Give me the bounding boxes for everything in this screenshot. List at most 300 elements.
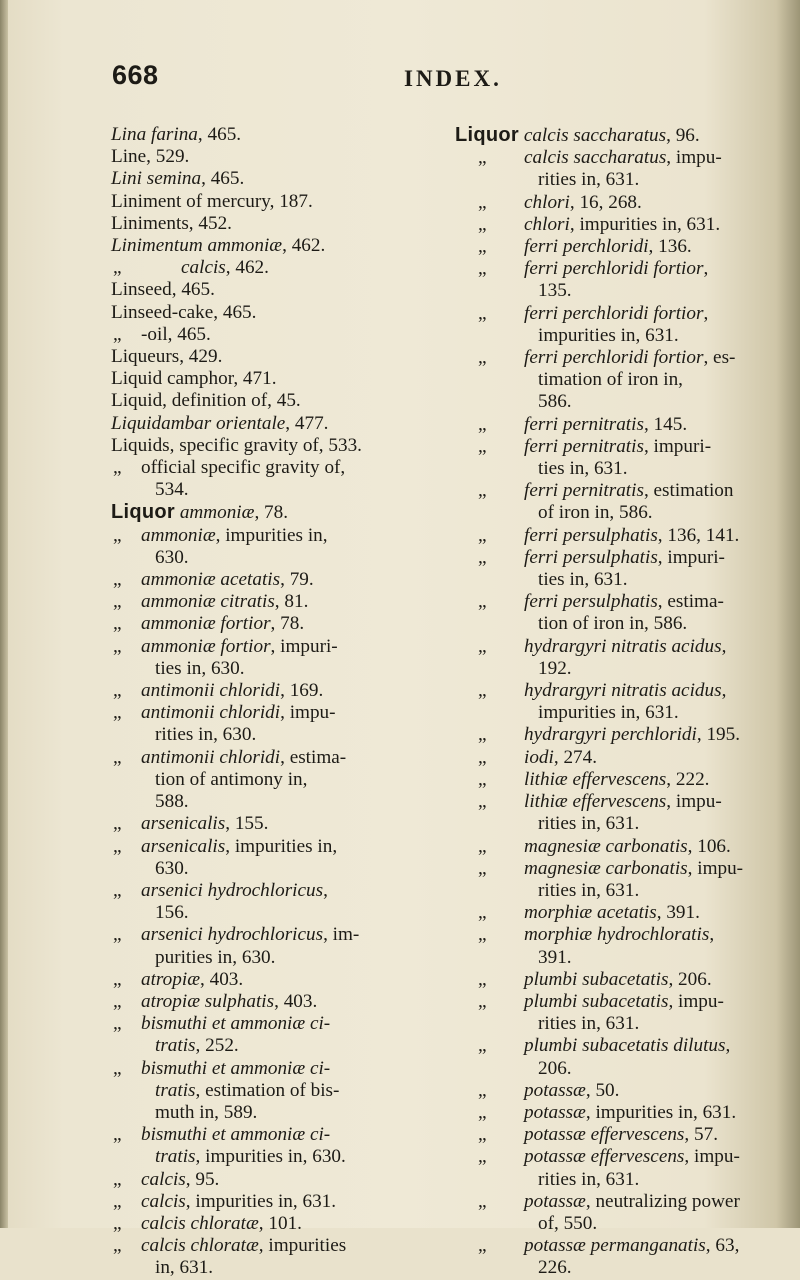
- entry-text: , impurities in,: [215, 524, 328, 546]
- ditto-mark: „: [113, 635, 122, 657]
- entry-line: [524, 1235, 791, 1257]
- entry-continuation: [524, 325, 791, 347]
- entry-line: [524, 1124, 791, 1146]
- latin-term: potassæ: [524, 1190, 586, 1212]
- entry-text: , 136, 141.: [657, 524, 740, 546]
- entry-text: 586.: [538, 391, 572, 413]
- latin-term: atropiæ sulphatis: [141, 990, 275, 1012]
- latin-term: Lini semina: [111, 168, 202, 190]
- index-entry: [111, 368, 431, 390]
- entry-text: , 78.: [270, 613, 305, 635]
- entry-line: [111, 279, 431, 301]
- ditto-mark: „: [478, 258, 487, 280]
- index-entry: [111, 390, 431, 412]
- entry-text: rities in, 631.: [538, 1013, 640, 1035]
- entry-line: [141, 636, 431, 658]
- index-entry: [111, 213, 431, 235]
- entry-continuation: [141, 1035, 431, 1057]
- entry-text: ties in, 631.: [538, 569, 628, 591]
- index-entry: [111, 435, 431, 457]
- latin-term: ferri pernitratis: [524, 480, 644, 502]
- ditto-mark: „: [113, 257, 122, 279]
- ditto-mark: „: [113, 591, 122, 613]
- ditto-mark: „: [478, 213, 487, 235]
- entry-line: [111, 435, 431, 457]
- entry-text: ,: [721, 635, 727, 657]
- index-entry: [455, 747, 791, 769]
- entry-line: [524, 1080, 791, 1102]
- entry-continuation: [524, 813, 791, 835]
- index-entry: [111, 569, 431, 591]
- entry-line: [524, 724, 791, 746]
- latin-term: chlori: [524, 213, 570, 235]
- latin-term: potassæ effervescens: [524, 1146, 685, 1168]
- entry-text: , estima-: [280, 746, 347, 768]
- index-entry: [111, 636, 431, 680]
- entry-text: Line, 529.: [111, 146, 190, 168]
- ditto-mark: „: [478, 347, 487, 369]
- entry-continuation: [141, 791, 431, 813]
- entry-text: , 136.: [648, 236, 692, 258]
- ditto-mark: „: [113, 835, 122, 857]
- entry-text: , impurities in, 631.: [585, 1101, 737, 1123]
- ditto-mark: „: [478, 302, 487, 324]
- entry-text: , impu-: [687, 857, 744, 879]
- entry-text: , im-: [323, 924, 360, 946]
- entry-continuation: [141, 724, 431, 746]
- index-entry: [455, 414, 791, 436]
- index-entry: [455, 124, 791, 147]
- entry-text: 192.: [538, 657, 572, 679]
- entry-text: , impurities in, 631.: [185, 1190, 337, 1212]
- index-entry: [455, 192, 791, 214]
- latin-term: bismuthi et ammoniæ ci-: [141, 1057, 331, 1079]
- entry-text: , impu-: [666, 791, 722, 813]
- ditto-mark: „: [478, 724, 487, 746]
- entry-continuation: [141, 547, 431, 569]
- entry-text: ,: [703, 258, 709, 280]
- entry-text: Liniments, 452.: [111, 212, 232, 234]
- entry-line: [524, 969, 791, 991]
- index-entry: [455, 924, 791, 968]
- entry-continuation: [524, 1058, 791, 1080]
- entry-text: Liquid camphor, 471.: [111, 368, 277, 390]
- index-entry: [111, 969, 431, 991]
- index-entry: [111, 1213, 431, 1235]
- latin-term: arsenici hydrochloricus: [141, 924, 324, 946]
- entry-line: [524, 769, 791, 791]
- ditto-mark: „: [113, 1212, 122, 1234]
- entry-text: 630.: [155, 857, 189, 879]
- index-entry: [111, 1124, 431, 1168]
- latin-term: potassæ permanganatis: [524, 1235, 706, 1257]
- entry-line: [524, 858, 791, 880]
- ditto-mark: „: [113, 1124, 122, 1146]
- ditto-mark: „: [113, 613, 122, 635]
- ditto-mark: „: [478, 746, 487, 768]
- entry-text: ,: [703, 302, 709, 324]
- entry-line: [524, 147, 791, 169]
- index-entry: [111, 747, 431, 814]
- entry-text: , 462.: [225, 257, 269, 279]
- index-entry: [455, 480, 791, 524]
- index-entry: [111, 1013, 431, 1057]
- index-entry: [455, 1235, 791, 1279]
- index-entry: [455, 1124, 791, 1146]
- entry-line: [141, 680, 431, 702]
- entry-continuation: [524, 391, 791, 413]
- latin-term: ammoniæ acetatis: [141, 569, 281, 591]
- entry-continuation: [524, 169, 791, 191]
- entry-continuation: [524, 613, 791, 635]
- entry-text: Liquids, specific gravity of, 533.: [111, 434, 362, 456]
- ditto-mark: „: [113, 879, 122, 901]
- entry-line: [141, 1124, 431, 1146]
- entry-text: , estimation: [643, 480, 734, 502]
- entry-line: [524, 414, 791, 436]
- latin-term: potassæ effervescens: [524, 1124, 685, 1146]
- entry-line: [524, 1146, 791, 1168]
- index-column-left: [111, 124, 431, 1280]
- entry-continuation: [141, 1102, 431, 1124]
- entry-line: [141, 1191, 431, 1213]
- latin-term: ferri persulphatis: [524, 524, 658, 546]
- index-entry: [455, 303, 791, 347]
- entry-line: [141, 813, 431, 835]
- entry-line: [524, 924, 791, 946]
- entry-line: [141, 702, 431, 724]
- ditto-mark: „: [478, 1035, 487, 1057]
- ditto-mark: „: [478, 1146, 487, 1168]
- entry-line: [524, 1191, 791, 1213]
- ditto-mark: „: [113, 323, 122, 345]
- entry-text: Liquid, definition of, 45.: [111, 390, 301, 412]
- index-entry: [111, 525, 431, 569]
- entry-line: [524, 1102, 791, 1124]
- entry-text: Linseed, 465.: [111, 279, 215, 301]
- entry-text: -oil, 465.: [141, 323, 211, 345]
- entry-continuation: [524, 502, 791, 524]
- index-entry: [111, 1191, 431, 1213]
- latin-term: calcis chloratæ: [141, 1212, 259, 1234]
- ditto-mark: „: [478, 435, 487, 457]
- ditto-mark: „: [478, 680, 487, 702]
- entry-line: [524, 303, 791, 325]
- ditto-mark: „: [478, 968, 487, 990]
- latin-term: ferri perchloridi: [524, 236, 649, 258]
- index-entry: [111, 146, 431, 168]
- entry-text: , impuri-: [643, 435, 712, 457]
- index-entry: [455, 214, 791, 236]
- entry-text: rities in, 631.: [538, 169, 640, 191]
- entry-line: [524, 747, 791, 769]
- entry-line: [524, 480, 791, 502]
- entry-text: , 465.: [201, 168, 245, 190]
- entry-line: [111, 191, 431, 213]
- ditto-mark: „: [478, 924, 487, 946]
- entry-continuation: [524, 1257, 791, 1279]
- entry-text: ties in, 631.: [538, 458, 628, 480]
- latin-term: magnesiæ carbonatis: [524, 835, 688, 857]
- entry-line: [524, 636, 791, 658]
- index-entry: [455, 1035, 791, 1079]
- heading-word: Liquor: [111, 501, 176, 524]
- entry-line: [111, 302, 431, 324]
- index-entry: [111, 235, 431, 257]
- entry-line: [141, 569, 431, 591]
- index-column-right: [455, 124, 791, 1280]
- latin-term: arsenicalis: [141, 835, 226, 857]
- index-entry: [455, 836, 791, 858]
- entry-text: , 252.: [195, 1035, 239, 1057]
- ditto-mark: „: [478, 546, 487, 568]
- entry-line: [111, 235, 431, 257]
- ditto-mark: „: [113, 680, 122, 702]
- index-entry: [455, 1146, 791, 1190]
- entry-line: [524, 192, 791, 214]
- entry-text: rities in, 631.: [538, 879, 640, 901]
- latin-term: Linimentum ammoniæ: [111, 235, 283, 257]
- ditto-mark: „: [478, 990, 487, 1012]
- index-entry: [455, 1191, 791, 1235]
- latin-term: calcis: [141, 1168, 186, 1190]
- ditto-mark: „: [478, 1124, 487, 1146]
- entry-line: [141, 924, 431, 946]
- index-entry: [111, 168, 431, 190]
- entry-text: , 462.: [282, 235, 326, 257]
- entry-text: rities in, 631.: [538, 1168, 640, 1190]
- ditto-mark: „: [113, 1190, 122, 1212]
- latin-term: ammoniæ: [179, 502, 255, 524]
- ditto-mark: „: [478, 524, 487, 546]
- entry-text: , 101.: [258, 1212, 302, 1234]
- ditto-mark: „: [478, 1079, 487, 1101]
- ditto-mark: „: [113, 968, 122, 990]
- entry-line: [141, 836, 431, 858]
- ditto-mark: „: [113, 569, 122, 591]
- ditto-mark: „: [478, 147, 487, 169]
- latin-term: lithiæ effervescens: [524, 768, 667, 790]
- ditto-mark: „: [478, 1190, 487, 1212]
- index-entry: [455, 347, 791, 414]
- index-entry: [111, 302, 431, 324]
- entry-text: , impu-: [668, 990, 724, 1012]
- entry-continuation: [141, 1146, 431, 1168]
- entry-continuation: [524, 1213, 791, 1235]
- entry-line: [141, 747, 431, 769]
- entry-text: rities in, 631.: [538, 813, 640, 835]
- entry-text: , 57.: [684, 1124, 718, 1146]
- entry-text: , impurities in, 631.: [569, 213, 721, 235]
- entry-line: [111, 168, 431, 190]
- index-entry: [455, 636, 791, 680]
- entry-continuation: [141, 902, 431, 924]
- latin-term: ferri perchloridi fortior: [524, 302, 704, 324]
- entry-text: tion of iron in, 586.: [538, 613, 688, 635]
- entry-line: [141, 613, 431, 635]
- entry-continuation: [524, 880, 791, 902]
- entry-line: [524, 547, 791, 569]
- latin-term: atropiæ: [141, 968, 200, 990]
- latin-term: tratis: [155, 1079, 196, 1101]
- entry-text: , impuri-: [270, 635, 338, 657]
- index-entry: [455, 525, 791, 547]
- entry-text: , 403.: [274, 990, 318, 1012]
- ditto-mark: „: [113, 702, 122, 724]
- entry-text: , 391.: [656, 902, 700, 924]
- latin-term: potassæ: [524, 1101, 586, 1123]
- entry-text: , impuri-: [657, 546, 725, 568]
- index-entry: [111, 324, 431, 346]
- entry-line: [141, 1058, 431, 1080]
- latin-term: ammoniæ fortior: [141, 613, 271, 635]
- entry-text: , 95.: [185, 1168, 220, 1190]
- page-gutter-shadow: [0, 0, 8, 1228]
- ditto-mark: „: [478, 857, 487, 879]
- entry-line: [524, 436, 791, 458]
- entry-text: ,: [709, 924, 715, 946]
- entry-line: [524, 902, 791, 924]
- ditto-mark: „: [113, 1013, 122, 1035]
- entry-line: [141, 591, 431, 613]
- latin-term: ferri persulphatis: [524, 546, 658, 568]
- ditto-mark: „: [113, 746, 122, 768]
- index-entry: [111, 1058, 431, 1125]
- entry-line: [524, 258, 791, 280]
- ditto-mark: „: [113, 990, 122, 1012]
- entry-text: , neutralizing power: [585, 1190, 740, 1212]
- ditto-mark: „: [113, 457, 122, 479]
- entry-line: [524, 680, 791, 702]
- latin-term: calcis: [141, 1190, 186, 1212]
- entry-text: , 195.: [696, 724, 741, 746]
- entry-text: , impu-: [684, 1146, 740, 1168]
- latin-term: arsenici hydrochloricus: [141, 879, 324, 901]
- entry-text: 534.: [155, 479, 189, 501]
- ditto-mark: „: [113, 924, 122, 946]
- entry-line: [111, 213, 431, 235]
- entry-line: [141, 324, 431, 346]
- index-entry: [111, 680, 431, 702]
- entry-continuation: [141, 1080, 431, 1102]
- entry-text: 156.: [155, 902, 189, 924]
- entry-text: , es-: [703, 347, 736, 369]
- entry-continuation: [524, 458, 791, 480]
- entry-continuation: [524, 947, 791, 969]
- latin-term: plumbi subacetatis dilutus: [524, 1035, 726, 1057]
- entry-text: ,: [323, 879, 328, 901]
- entry-text: in, 631.: [155, 1257, 214, 1279]
- latin-term: calcis: [181, 257, 226, 279]
- entry-text: ,: [721, 680, 727, 702]
- latin-term: calcis saccharatus: [524, 147, 667, 169]
- entry-text: 630.: [155, 546, 189, 568]
- ditto-mark: „: [113, 813, 122, 835]
- entry-line: [524, 525, 791, 547]
- latin-term: Lina farina: [111, 124, 198, 145]
- entry-line: [141, 1213, 431, 1235]
- latin-term: ferri pernitratis: [524, 413, 644, 435]
- index-entry: [111, 501, 431, 524]
- index-entry: [111, 1235, 431, 1279]
- entry-text: , estima-: [657, 591, 724, 613]
- entry-text: of iron in, 586.: [538, 502, 653, 524]
- entry-text: tion of antimony in,: [155, 768, 308, 790]
- latin-term: antimonii chloridi: [141, 702, 281, 724]
- entry-text: , 155.: [225, 813, 269, 835]
- entry-continuation: [141, 479, 431, 501]
- latin-term: tratis: [155, 1146, 196, 1168]
- latin-term: lithiæ effervescens: [524, 791, 667, 813]
- entry-continuation: [141, 769, 431, 791]
- entry-line: [111, 146, 431, 168]
- entry-continuation: [141, 1257, 431, 1279]
- index-entry: [111, 813, 431, 835]
- index-entry: [111, 191, 431, 213]
- entry-text: , 222.: [666, 768, 710, 790]
- entry-line: [111, 124, 431, 146]
- index-entry: [455, 791, 791, 835]
- entry-line: [524, 214, 791, 236]
- latin-term: hydrargyri perchloridi: [524, 724, 697, 746]
- entry-text: rities in, 630.: [155, 724, 257, 746]
- ditto-mark: „: [113, 1235, 122, 1257]
- entry-continuation: [524, 569, 791, 591]
- latin-term: antimonii chloridi: [141, 746, 281, 768]
- entry-line: [524, 347, 791, 369]
- heading-word: Liquor: [455, 124, 520, 146]
- index-entry: [111, 880, 431, 924]
- latin-term: magnesiæ carbonatis: [524, 857, 688, 879]
- entry-continuation: [524, 1013, 791, 1035]
- entry-line: [111, 390, 431, 412]
- index-entry: [455, 680, 791, 724]
- ditto-mark: „: [478, 791, 487, 813]
- latin-term: calcis chloratæ: [141, 1235, 259, 1257]
- entry-line: [524, 591, 791, 613]
- entry-text: , 145.: [643, 413, 688, 435]
- entry-text: official specific gravity of,: [141, 457, 346, 479]
- ditto-mark: „: [478, 591, 487, 613]
- entry-line: [524, 791, 791, 813]
- entry-text: , 206.: [668, 968, 712, 990]
- entry-line: [181, 257, 431, 279]
- ditto-mark: „: [478, 635, 487, 657]
- entry-text: , impurities: [258, 1235, 347, 1257]
- entry-line: [524, 236, 791, 258]
- latin-term: ammoniæ fortior: [141, 635, 271, 657]
- ditto-mark: „: [478, 1235, 487, 1257]
- ditto-mark: „: [113, 524, 122, 546]
- entry-text: , impu-: [666, 147, 722, 169]
- entry-text: impurities in, 631.: [538, 324, 679, 346]
- entry-text: , 16, 268.: [569, 191, 642, 213]
- entry-text: muth in, 589.: [155, 1101, 258, 1123]
- latin-term: antimonii chloridi: [141, 680, 281, 702]
- entry-text: , 50.: [585, 1079, 620, 1101]
- ditto-mark: „: [113, 1057, 122, 1079]
- latin-term: ammoniæ: [141, 524, 216, 546]
- index-entry: [111, 124, 431, 146]
- entry-text: 391.: [538, 946, 572, 968]
- latin-term: morphiæ acetatis: [524, 902, 657, 924]
- entry-text: 135.: [538, 280, 572, 302]
- ditto-mark: „: [478, 236, 487, 258]
- ditto-mark: „: [478, 902, 487, 924]
- latin-term: plumbi subacetatis: [524, 990, 669, 1012]
- ditto-mark: „: [478, 480, 487, 502]
- index-entry: [111, 836, 431, 880]
